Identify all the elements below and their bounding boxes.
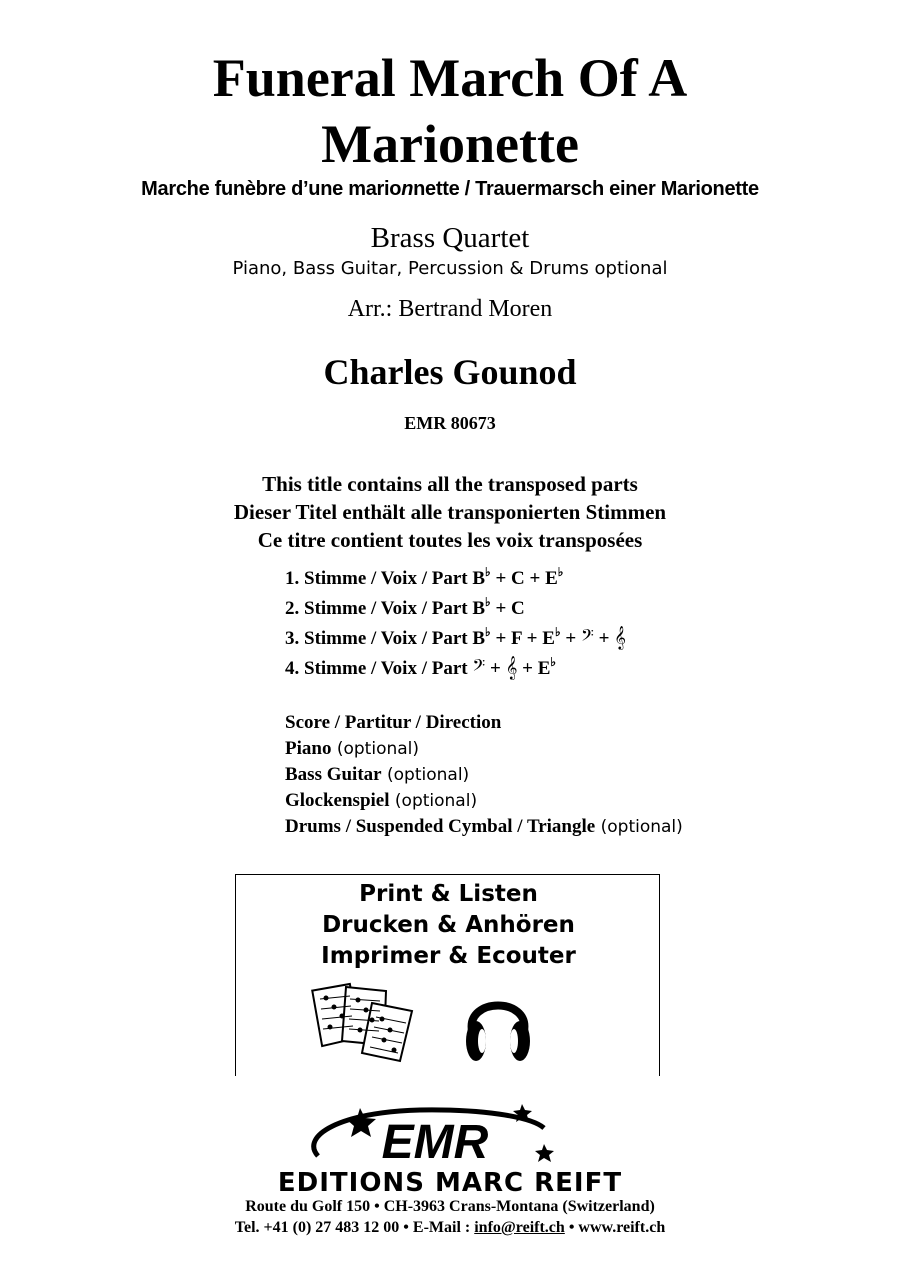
list-item-label: Score / Partitur / Direction — [285, 712, 502, 733]
part-3-text: + F + E — [490, 628, 555, 649]
publisher-address: Route du Golf 150 • CH-3963 Crans-Montana (Switzerland) — [245, 1198, 655, 1215]
title-line-2: Marionette — [321, 114, 579, 174]
flat-sign: ♭ — [557, 565, 564, 579]
list-item-note: (optional) — [389, 791, 478, 811]
part-1 — [285, 565, 563, 590]
contact-text: Tel. +41 (0) 27 483 12 00 • E-Mail : — [234, 1219, 475, 1236]
list-item — [285, 790, 477, 812]
part-3-plus: + — [593, 628, 615, 649]
headphones-icon — [462, 983, 534, 1065]
print-listen-box — [235, 874, 660, 1076]
list-item-label: Piano — [285, 738, 332, 759]
part-2-text: + C — [490, 598, 525, 619]
subtitle-part-2: n — [401, 178, 414, 200]
emr-logo-text: EMR — [381, 1116, 489, 1169]
publisher-contact — [0, 1219, 900, 1237]
ensemble-name: Brass Quartet — [370, 222, 530, 254]
bass-clef-icon: 𝄢 — [580, 625, 594, 649]
part-1-text: + C + E — [490, 568, 558, 589]
list-item-label: Glockenspiel — [285, 790, 390, 811]
flat-sign: ♭ — [485, 595, 491, 609]
list-item-label: Drums / Suspended Cymbal / Triangle — [285, 816, 596, 837]
sheet-music-icon — [308, 981, 420, 1063]
bass-clef-icon: 𝄢 — [472, 655, 486, 679]
subtitle — [0, 178, 900, 201]
list-item — [285, 738, 419, 760]
treble-clef-icon: 𝄞 — [505, 655, 518, 679]
arranger: Arr.: Bertrand Moren — [347, 296, 553, 322]
part-4-prefix: 4. Stimme / Voix / Part — [285, 658, 473, 679]
print-listen-line-3: Imprimer & Ecouter — [321, 943, 576, 969]
list-item-note: (optional) — [331, 739, 420, 759]
print-listen-line-1: Print & Listen — [359, 881, 538, 907]
part-1-prefix: 1. Stimme / Voix / Part B — [285, 568, 486, 589]
treble-clef-icon: 𝄞 — [614, 625, 626, 649]
flat-sign: ♭ — [485, 565, 491, 579]
part-3-prefix: 3. Stimme / Voix / Part B — [285, 628, 486, 649]
ensemble-optional: Piano, Bass Guitar, Percussion & Drums optional — [232, 258, 668, 279]
notice-en: This title contains all the transposed parts — [262, 472, 638, 496]
flat-sign: ♭ — [550, 655, 557, 669]
website-text: • www.reift.ch — [564, 1219, 666, 1236]
emr-logo-icon — [300, 1100, 570, 1170]
composer: Charles Gounod — [323, 352, 577, 392]
part-2-prefix: 2. Stimme / Voix / Part B — [285, 598, 486, 619]
list-item — [285, 712, 501, 734]
list-item — [285, 816, 683, 838]
subtitle-part-3: nette / Trauermarsch einer Marionette — [413, 178, 759, 200]
part-2 — [285, 595, 525, 620]
flat-sign: ♭ — [485, 625, 491, 639]
part-4 — [285, 655, 556, 680]
title-line-1: Funeral March Of A — [212, 48, 688, 108]
notice-fr: Ce titre contient toutes les voix transposées — [257, 528, 643, 552]
notice-de: Dieser Titel enthält alle transponierten Stimmen — [233, 500, 667, 524]
email-link[interactable]: info@reift.ch — [474, 1219, 565, 1236]
print-listen-line-2: Drucken & Anhören — [322, 912, 575, 938]
list-item-label: Bass Guitar — [285, 764, 382, 785]
list-item-note: (optional) — [381, 765, 470, 785]
subtitle-part-1: Marche funèbre d’une mario — [141, 178, 402, 200]
list-item — [285, 764, 469, 786]
part-4-text: + E — [517, 658, 551, 679]
part-3 — [285, 625, 626, 650]
list-item-note: (optional) — [595, 817, 683, 837]
catalog-number: EMR 80673 — [404, 413, 496, 433]
flat-sign: ♭ — [554, 625, 561, 639]
part-3-plus: + — [560, 628, 581, 649]
part-4-plus: + — [485, 658, 506, 679]
publisher-name: EDITIONS MARC REIFT — [277, 1168, 623, 1198]
